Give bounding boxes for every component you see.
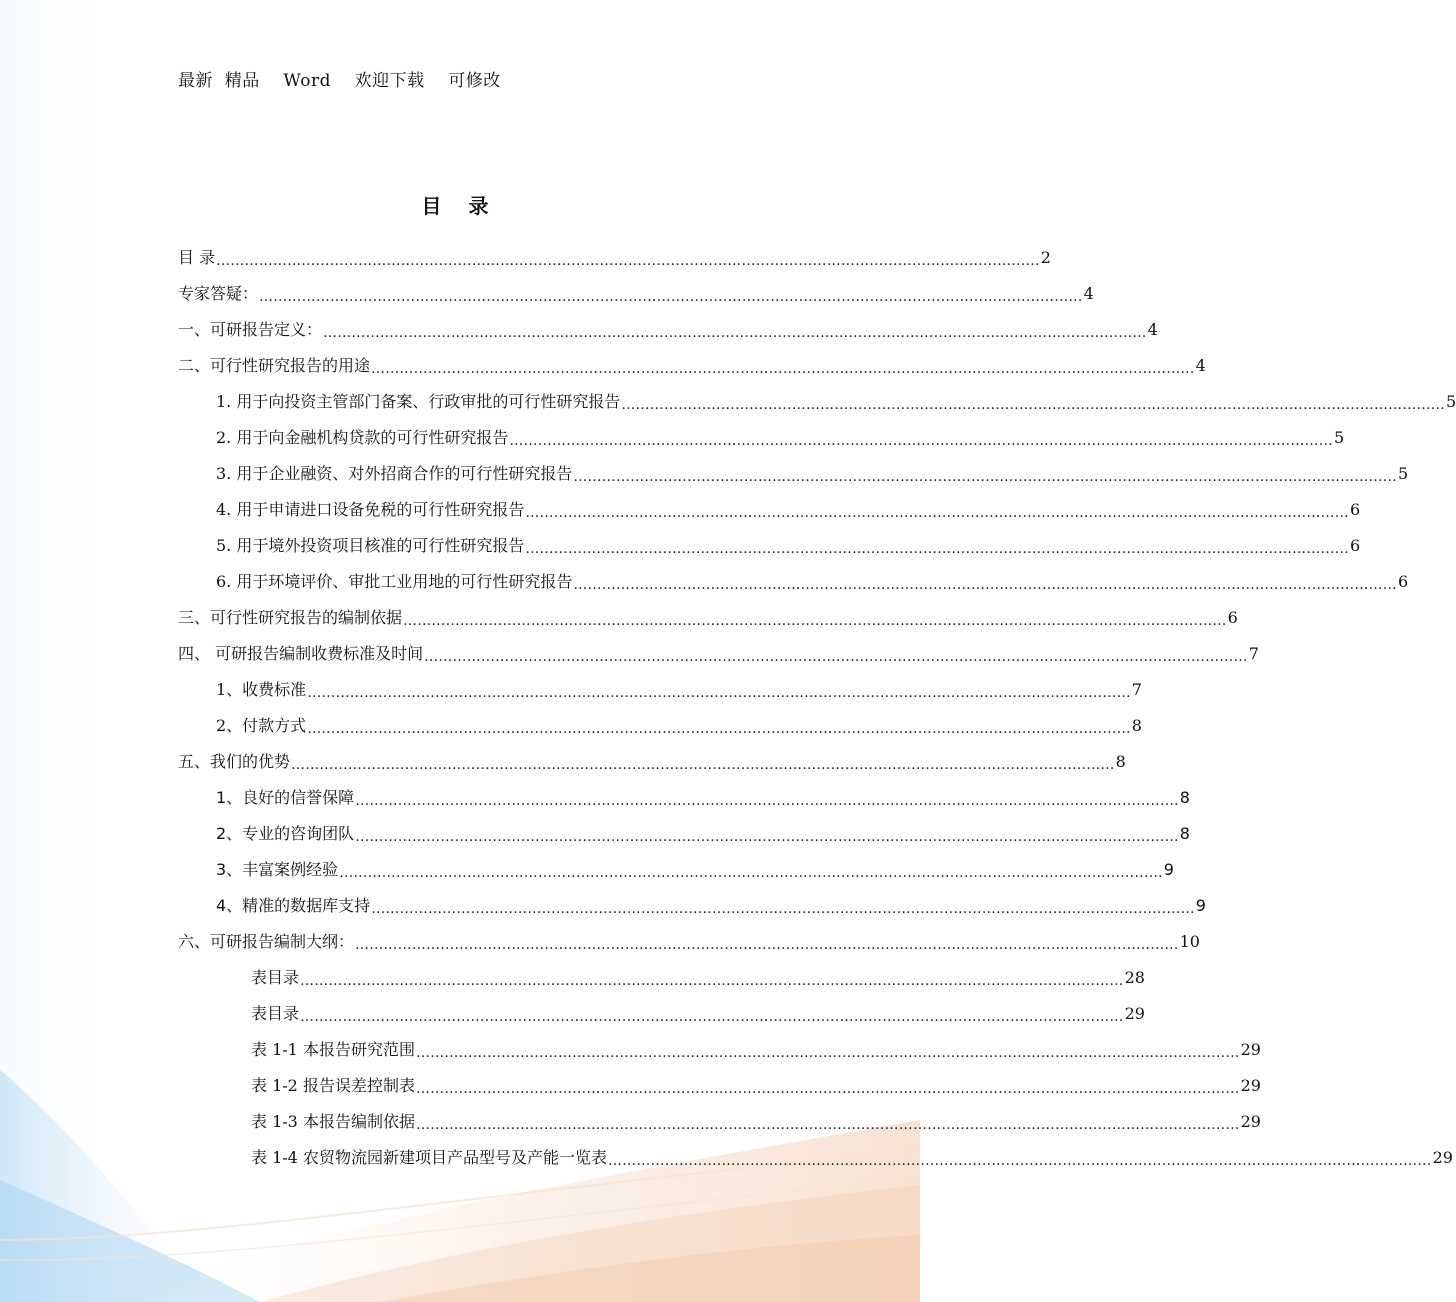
toc-entry-text: 4. 用于申请进口设备免税的可行性研究报告: [216, 500, 525, 519]
toc-title: 目 录: [421, 194, 499, 218]
toc-entry-text: 四、 可研报告编制收费标准及时间: [178, 644, 424, 663]
toc-entry-text: 五、我们的优势: [178, 752, 291, 771]
toc-page-number: 4: [1083, 284, 1094, 303]
toc-entry[interactable]: [251, 1144, 1453, 1172]
toc-entry-text: 二、可行性研究报告的用途: [178, 356, 371, 375]
toc-leader-dots: …………………………………………………………………………………………………………………………………………………………: [259, 289, 1083, 305]
toc-entry-text: 表 1-1 本报告研究范围: [251, 1040, 415, 1059]
toc-entry-text: 表 1-2 报告误差控制表: [251, 1076, 415, 1095]
toc-entry-text: 3、丰富案例经验: [216, 860, 339, 879]
toc-page-number: 6: [1349, 500, 1361, 519]
toc-entry[interactable]: [178, 316, 1158, 344]
toc-leader-dots: …………………………………………………………………………………………………………………………………………………………: [323, 325, 1147, 341]
toc-page-number: 5: [1333, 428, 1345, 447]
toc-entry[interactable]: [216, 496, 1361, 524]
toc-entry[interactable]: [178, 604, 1238, 632]
toc-page-number: 29: [1432, 1148, 1453, 1167]
toc-entry-text: 一、可研报告定义：: [178, 320, 323, 339]
toc-page-number: 6: [1349, 536, 1361, 555]
toc-leader-dots: …………………………………………………………………………………………………………………………………………………………: [415, 1081, 1240, 1097]
header-banner: 最新 精品 Word 欢迎下载 可修改: [178, 71, 501, 91]
toc-entry[interactable]: [251, 1072, 1261, 1100]
toc-page-number: 5: [1397, 464, 1409, 483]
toc-page-number: 10: [1179, 932, 1200, 951]
toc-page-number: 4: [1195, 356, 1206, 375]
toc-page-number: 7: [1248, 644, 1259, 663]
toc-leader-dots: …………………………………………………………………………………………………………………………………………………………: [415, 1045, 1240, 1061]
toc-entry-text: 4、精准的数据库支持: [216, 896, 371, 915]
toc-leader-dots: …………………………………………………………………………………………………………………………………………………………: [424, 649, 1248, 665]
toc-entry-text: 1、良好的信誉保障: [216, 788, 355, 807]
toc-entry-text: 2、专业的咨询团队: [216, 824, 355, 843]
toc-page-number: 8: [1131, 716, 1142, 735]
toc-leader-dots: …………………………………………………………………………………………………………………………………………………………: [573, 577, 1397, 593]
toc-leader-dots: …………………………………………………………………………………………………………………………………………………………: [573, 469, 1397, 485]
toc-page-number: 6: [1227, 608, 1238, 627]
toc-entry[interactable]: [216, 856, 1174, 884]
toc-page-number: 8: [1179, 824, 1190, 843]
toc-entry-text: 1、收费标准: [216, 680, 307, 699]
toc-entry[interactable]: [178, 748, 1126, 776]
toc-entry[interactable]: [216, 568, 1409, 596]
toc-page-number: 29: [1240, 1076, 1261, 1095]
toc-entry-text: 表 1-3 本报告编制依据: [251, 1112, 415, 1131]
toc-page-number: 29: [1240, 1040, 1261, 1059]
toc-leader-dots: …………………………………………………………………………………………………………………………………………………………: [415, 1117, 1240, 1133]
toc-entry[interactable]: [251, 1036, 1261, 1064]
toc-entry-text: 1. 用于向投资主管部门备案、行政审批的可行性研究报告: [216, 392, 621, 411]
toc-leader-dots: …………………………………………………………………………………………………………………………………………………………: [355, 793, 1179, 809]
toc-entry-text: 六、可研报告编制大纲：: [178, 932, 355, 951]
toc-entry[interactable]: [251, 1000, 1145, 1028]
toc-leader-dots: …………………………………………………………………………………………………………………………………………………………: [403, 613, 1227, 629]
toc-leader-dots: …………………………………………………………………………………………………………………………………………………………: [607, 1153, 1432, 1169]
toc-entry[interactable]: [178, 640, 1259, 668]
toc-entry[interactable]: [178, 280, 1094, 308]
toc-page-number: 8: [1115, 752, 1126, 771]
toc-leader-dots: …………………………………………………………………………………………………………………………………………………………: [291, 757, 1115, 773]
toc-leader-dots: …………………………………………………………………………………………………………………………………………………………: [621, 397, 1445, 413]
toc-page-number: 8: [1179, 788, 1190, 807]
toc-entry-text: 2、付款方式: [216, 716, 307, 735]
toc-entry[interactable]: [216, 532, 1361, 560]
toc-entry[interactable]: [216, 712, 1142, 740]
toc-page-number: 29: [1240, 1112, 1261, 1131]
toc-leader-dots: …………………………………………………………………………………………………………………………………………………………: [307, 685, 1131, 701]
toc-entry-text: 表目录: [251, 968, 300, 987]
toc-entry[interactable]: [216, 424, 1345, 452]
toc-entry[interactable]: [216, 784, 1190, 812]
toc-entry-text: 5. 用于境外投资项目核准的可行性研究报告: [216, 536, 525, 555]
toc-entry-text: 2. 用于向金融机构贷款的可行性研究报告: [216, 428, 509, 447]
toc-page-number: 4: [1147, 320, 1158, 339]
toc-page-number: 2: [1040, 248, 1051, 267]
toc-page-number: 28: [1124, 968, 1145, 987]
toc-entry[interactable]: [216, 460, 1409, 488]
toc-leader-dots: …………………………………………………………………………………………………………………………………………………………: [355, 937, 1179, 953]
toc-entry-text: 3. 用于企业融资、对外招商合作的可行性研究报告: [216, 464, 573, 483]
toc-leader-dots: …………………………………………………………………………………………………………………………………………………………: [525, 541, 1349, 557]
toc-entry[interactable]: [216, 388, 1456, 416]
toc-page-number: 5: [1445, 392, 1456, 411]
toc-entry-text: 表 1-4 农贸物流园新建项目产品型号及产能一览表: [251, 1148, 607, 1167]
toc-page-number: 9: [1195, 896, 1206, 915]
toc-page-number: 9: [1163, 860, 1174, 879]
toc-leader-dots: …………………………………………………………………………………………………………………………………………………………: [509, 433, 1333, 449]
toc-page-number: 7: [1131, 680, 1142, 699]
toc-entry-text: 三、可行性研究报告的编制依据: [178, 608, 403, 627]
toc-entry[interactable]: [178, 244, 1051, 272]
toc-entry[interactable]: [178, 928, 1200, 956]
toc-entry[interactable]: [251, 1108, 1261, 1136]
toc-leader-dots: …………………………………………………………………………………………………………………………………………………………: [216, 253, 1040, 269]
toc-leader-dots: …………………………………………………………………………………………………………………………………………………………: [525, 505, 1349, 521]
toc-leader-dots: …………………………………………………………………………………………………………………………………………………………: [339, 865, 1163, 881]
toc-leader-dots: …………………………………………………………………………………………………………………………………………………………: [371, 901, 1195, 917]
toc-entry[interactable]: [178, 352, 1206, 380]
toc-page-number: 6: [1397, 572, 1409, 591]
toc-leader-dots: …………………………………………………………………………………………………………………………………………………………: [307, 721, 1131, 737]
toc-leader-dots: …………………………………………………………………………………………………………………………………………………………: [355, 829, 1179, 845]
toc-entry-text: 表目录: [251, 1004, 300, 1023]
toc-entry[interactable]: [251, 964, 1145, 992]
toc-page-number: 29: [1124, 1004, 1145, 1023]
toc-leader-dots: …………………………………………………………………………………………………………………………………………………………: [300, 973, 1124, 989]
toc-leader-dots: …………………………………………………………………………………………………………………………………………………………: [371, 361, 1195, 377]
toc-entry[interactable]: [216, 892, 1206, 920]
toc-entry-text: 6. 用于环境评价、审批工业用地的可行性研究报告: [216, 572, 573, 591]
toc-leader-dots: …………………………………………………………………………………………………………………………………………………………: [300, 1009, 1124, 1025]
toc-entry-text: 专家答疑：: [178, 284, 259, 303]
toc-entry-text: 目 录: [178, 248, 216, 267]
toc-entry[interactable]: [216, 820, 1190, 848]
toc-entry[interactable]: [216, 676, 1142, 704]
